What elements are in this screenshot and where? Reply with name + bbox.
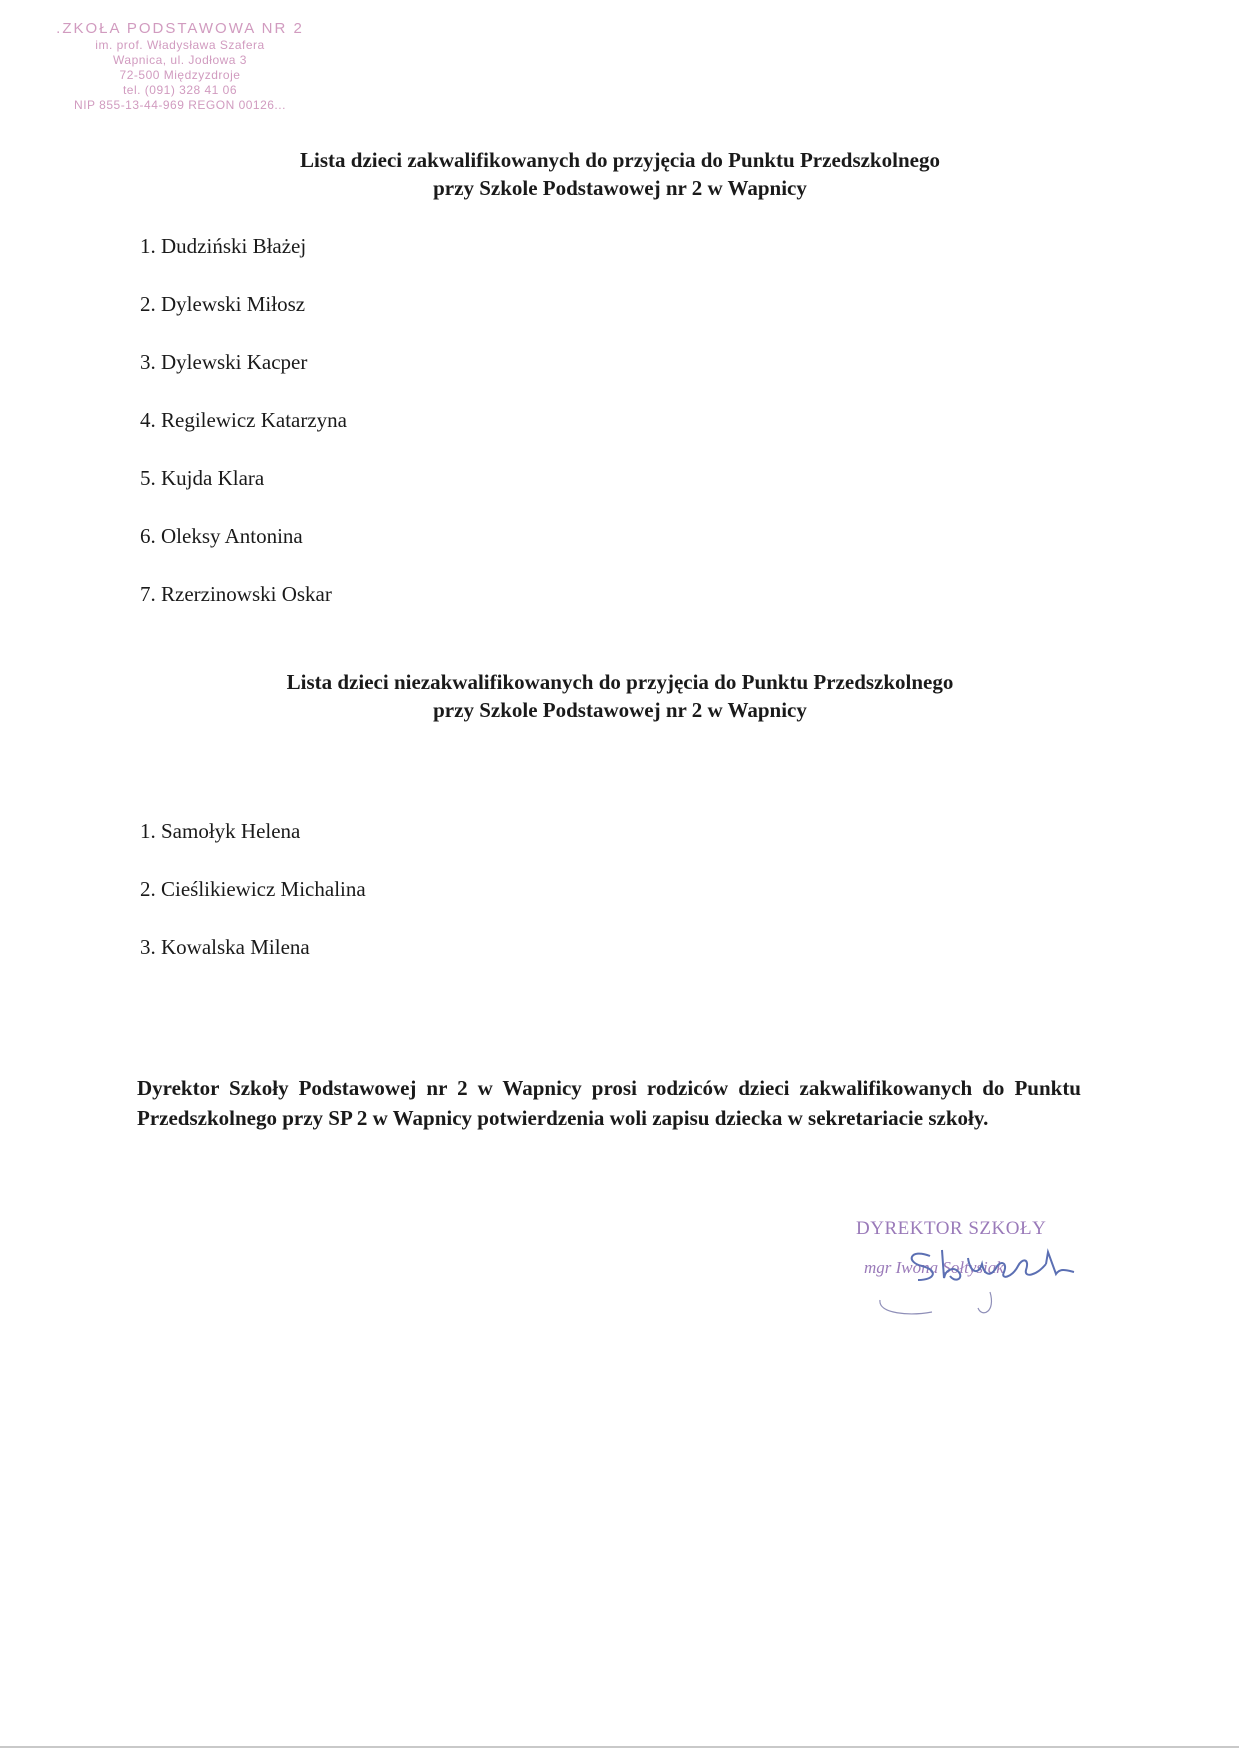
list-item: 6. Oleksy Antonina bbox=[140, 524, 303, 548]
not-qualified-list-heading bbox=[120, 668, 1120, 724]
list-item: 1. Samołyk Helena bbox=[140, 819, 301, 843]
stamp-line: Wapnica, ul. Jodłowa 3 bbox=[113, 53, 247, 67]
school-stamp bbox=[30, 20, 330, 113]
list-item: 2. Cieślikiewicz Michalina bbox=[140, 877, 366, 901]
not-qualified-children-list bbox=[140, 817, 366, 991]
stamp-line: im. prof. Władysława Szafera bbox=[95, 38, 265, 52]
list-item: 3. Kowalska Milena bbox=[140, 935, 310, 959]
director-notice: Dyrektor Szkoły Podstawowej nr 2 w Wapnicy prosi rodziców dzieci zakwalifikowanych do Punktu Przedszkolnego przy SP 2 w Wapnicy potwierdzenia woli zapisu dziecka w sekretariacie szkoły. bbox=[137, 1076, 1081, 1130]
stamp-line: tel. (091) 328 41 06 bbox=[122, 83, 238, 97]
heading-line: Lista dzieci zakwalifikowanych do przyjęcia do Punktu Przedszkolnego bbox=[300, 148, 940, 172]
stamp-line: NIP 855-13-44-969 REGON 00126... bbox=[74, 98, 286, 112]
director-name: mgr Iwona Sołtysiak bbox=[864, 1258, 1004, 1277]
stamp-line: .ZKOŁA PODSTAWOWA NR 2 bbox=[56, 20, 304, 37]
bottom-divider bbox=[0, 1746, 1239, 1748]
heading-line: przy Szkole Podstawowej nr 2 w Wapnicy bbox=[433, 698, 807, 722]
list-item: 5. Kujda Klara bbox=[140, 466, 265, 490]
list-item: 1. Dudziński Błażej bbox=[140, 234, 307, 258]
handwritten-signature bbox=[870, 1228, 1090, 1318]
director-title: DYREKTOR SZKOŁY bbox=[856, 1218, 1047, 1239]
qualified-list-heading bbox=[120, 146, 1120, 202]
heading-line: Lista dzieci niezakwalifikowanych do przyjęcia do Punktu Przedszkolnego bbox=[286, 670, 954, 694]
stamp-line: 72-500 Międzyzdroje bbox=[119, 68, 241, 82]
list-item: 2. Dylewski Miłosz bbox=[140, 292, 306, 316]
qualified-children-list bbox=[140, 232, 347, 638]
list-item: 7. Rzerzinowski Oskar bbox=[140, 582, 332, 606]
list-item: 4. Regilewicz Katarzyna bbox=[140, 408, 347, 432]
heading-line: przy Szkole Podstawowej nr 2 w Wapnicy bbox=[433, 176, 807, 200]
list-item: 3. Dylewski Kacper bbox=[140, 350, 308, 374]
